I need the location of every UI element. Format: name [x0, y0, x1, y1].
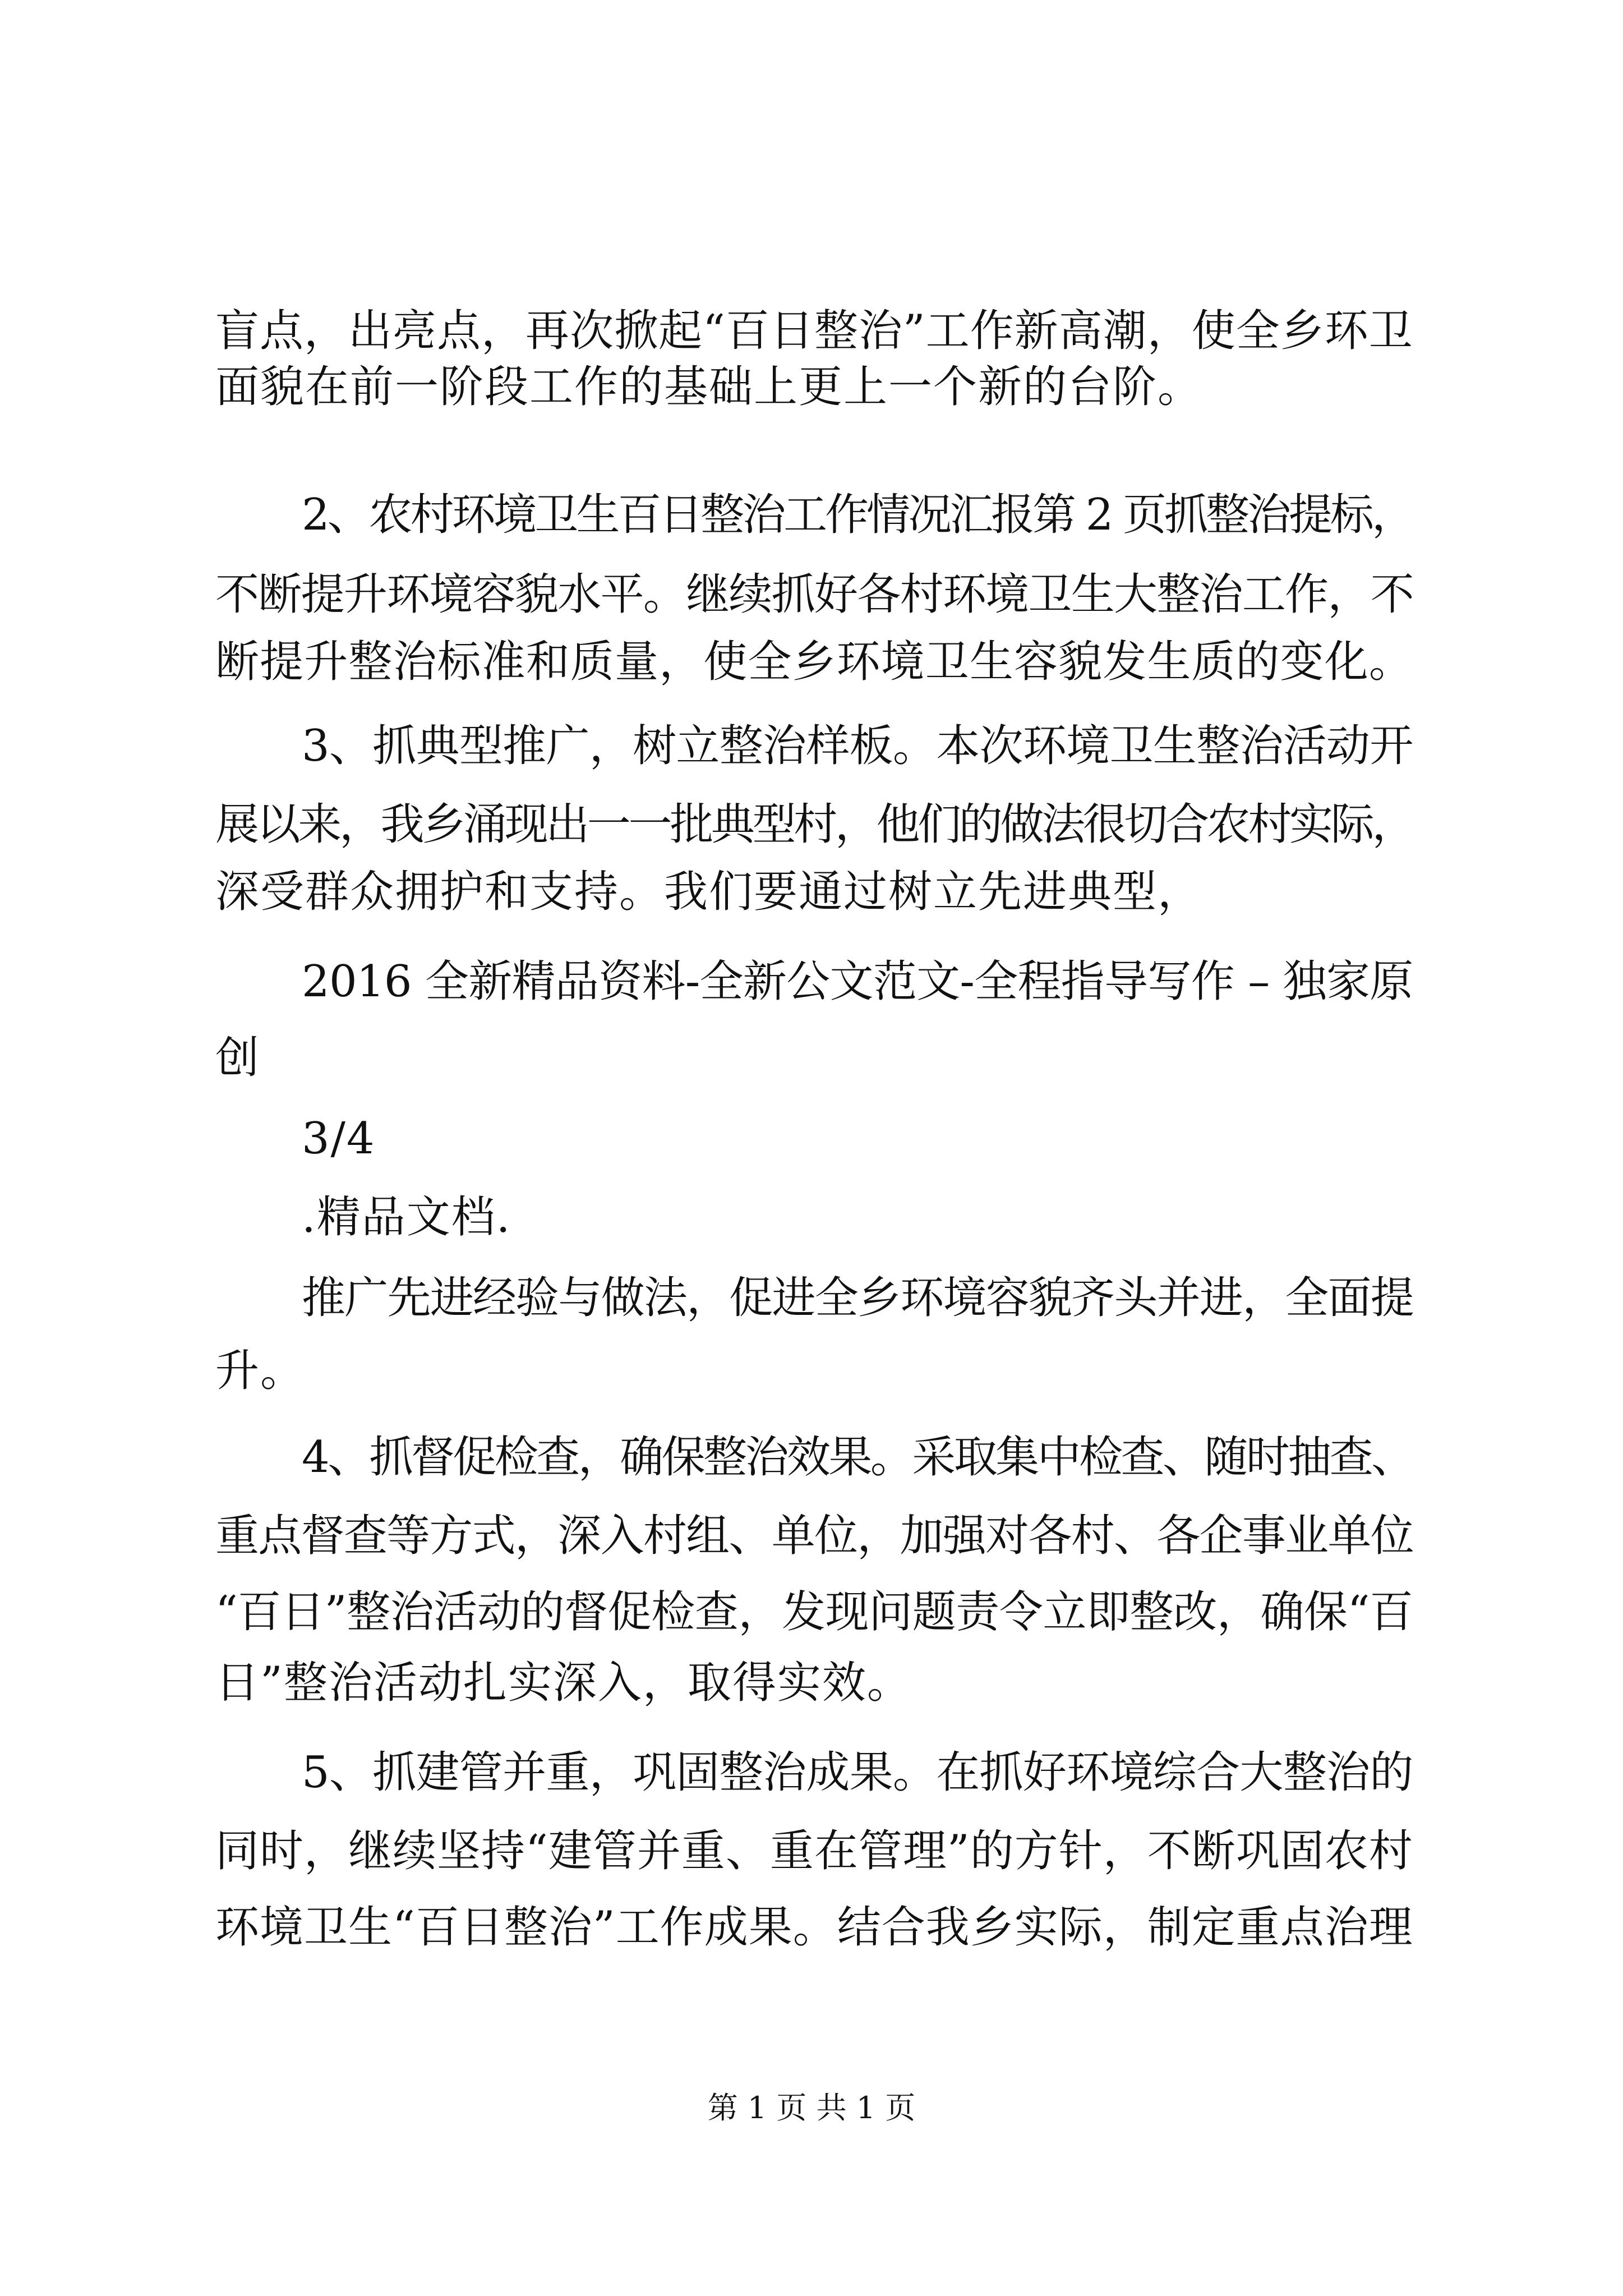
body-text-line: “百日”整治活动的督促检查，发现问题责令立即整改，确保“百	[215, 1587, 1413, 1637]
body-text-line: 断提升整治标准和质量，使全乡环境卫生容貌发生质的变化。	[215, 637, 1414, 687]
body-text-line: 2、农村环境卫生百日整治工作情况汇报第 2 页抓整治提标，	[302, 490, 1413, 540]
body-text-line: 升。	[215, 1346, 306, 1396]
body-text-line: 面貌在前一阶段工作的基础上更上一个新的台阶。	[215, 362, 1203, 412]
body-text-line: 环境卫生“百日整治”工作成果。结合我乡实际，制定重点治理	[215, 1902, 1413, 1953]
body-text-line: 展以来，我乡涌现出一一批典型村，他们的做法很切合农村实际，	[215, 799, 1414, 850]
body-text-line: 重点督查等方式，深入村组、单位，加强对各村、各企事业单位	[215, 1511, 1414, 1561]
body-text-line: 创	[215, 1033, 261, 1083]
body-text-line: 盲点，出亮点，再次掀起“百日整治”工作新高潮，使全乡环卫	[215, 306, 1413, 356]
body-text-line: .精品文档.	[302, 1192, 511, 1243]
body-text-line: 同时，继续坚持“建管并重、重在管理”的方针，不断巩固农村	[215, 1826, 1413, 1876]
body-text-line: 4、抓督促检查，确保整治效果。采取集中检查、随时抽查、	[302, 1432, 1413, 1483]
page-footer: 第 1 页 共 1 页	[707, 2090, 916, 2125]
body-text-line: 3、抓典型推广，树立整治样板。本次环境卫生整治活动开	[302, 721, 1413, 771]
body-text-line: 不断提升环境容貌水平。继续抓好各村环境卫生大整治工作，不	[215, 569, 1414, 620]
body-text-line: 5、抓建管并重，巩固整治成果。在抓好环境综合大整治的	[302, 1747, 1413, 1798]
body-text-line: 推广先进经验与做法，促进全乡环境容貌齐头并进，全面提	[302, 1273, 1414, 1323]
body-text-line: 3/4	[302, 1114, 376, 1164]
body-text-line: 深受群众拥护和支持。我们要通过树立先进典型，	[215, 867, 1203, 917]
body-text-line: 2016 全新精品资料-全新公文范文-全程指导写作 – 独家原	[302, 956, 1413, 1007]
body-text-line: 日”整治活动扎实深入，取得实效。	[215, 1658, 912, 1708]
